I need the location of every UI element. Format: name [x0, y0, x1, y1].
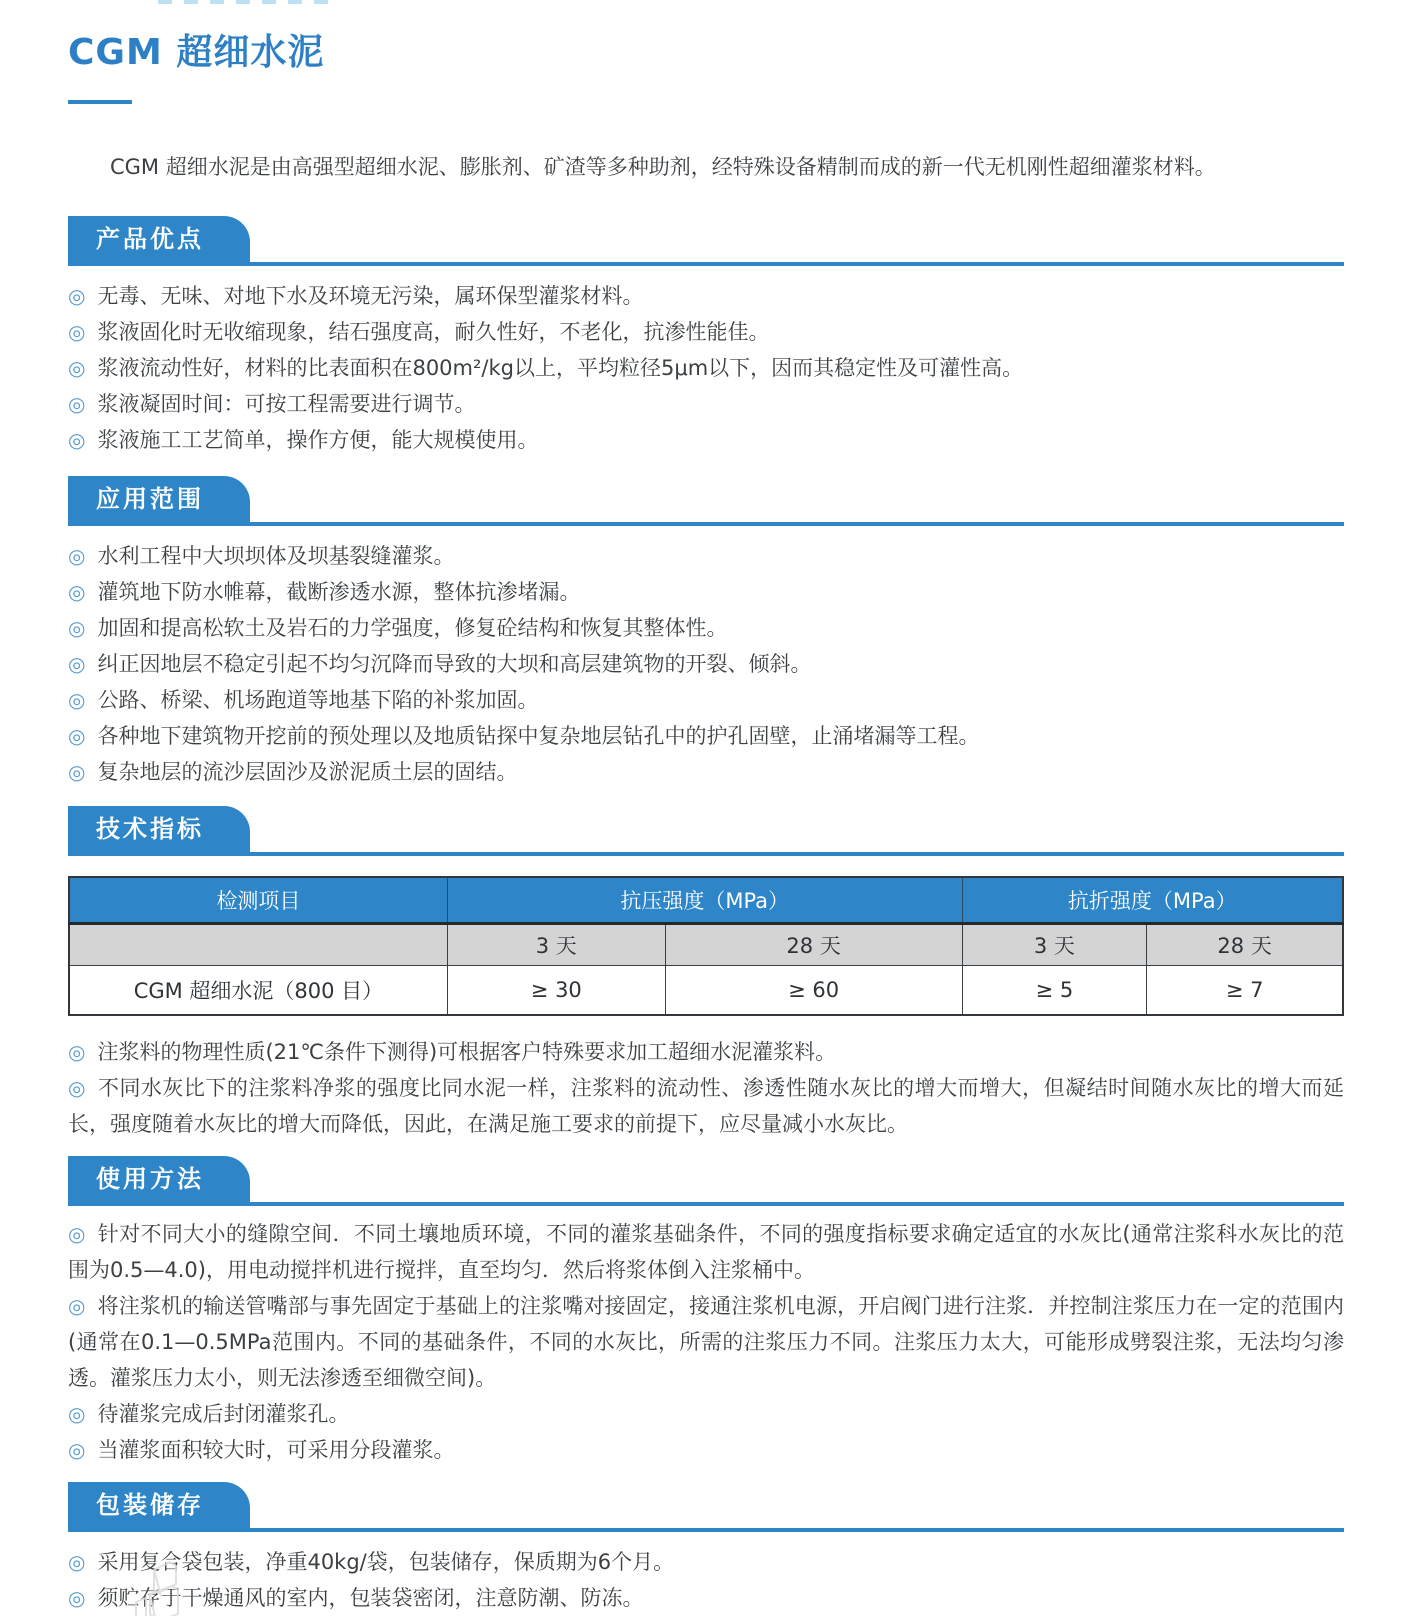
- intro-paragraph: CGM 超细水泥是由高强型超细水泥、膨胀剂、矿渣等多种助剂，经特殊设备精制而成的新一代无机刚性超细灌浆材料。: [110, 155, 1216, 180]
- list-item: [68, 1544, 1344, 1580]
- list-item-text: 针对不同大小的缝隙空间．不同土壤地质环境，不同的灌浆基础条件，不同的强度指标要求确定适宜的水灰比(通常注浆科水灰比的范围为0.5—4.0)，用电动搅拌机进行搅拌，直至均匀．然后将浆体倒入注浆桶中。: [68, 1222, 1344, 1283]
- section-tab-advantages: 产品优点: [68, 216, 250, 262]
- list-item: [68, 682, 1344, 718]
- list-item: [68, 574, 1344, 610]
- list-item-text: 当灌浆面积较大时，可采用分段灌浆。: [97, 1438, 455, 1463]
- table-group-header: 抗压强度（MPa）: [447, 877, 962, 924]
- section-tab-storage: 包装储存: [68, 1482, 250, 1528]
- list-item-text: 灌筑地下防水帷幕，截断渗透水源，整体抗渗堵漏。: [97, 580, 581, 605]
- list-item-text: 浆液流动性好，材料的比表面积在800m²/kg以上，平均粒径5μm以下，因而其稳定性及可灌性高。: [97, 356, 1024, 381]
- list-item-text: 水利工程中大坝坝体及坝基裂缝灌浆。: [97, 544, 455, 569]
- advantages-list: [68, 278, 1344, 458]
- title-underline: [68, 100, 132, 104]
- table-subheader-cell: [69, 924, 447, 966]
- list-item: [68, 1580, 1344, 1616]
- list-item-text: 各种地下建筑物开挖前的预处理以及地质钻探中复杂地层钻孔中的护孔固壁，止涌堵漏等工程。: [97, 724, 980, 749]
- page-title: CGM 超细水泥: [68, 32, 325, 74]
- list-item: [68, 718, 1344, 754]
- storage-list: [68, 1544, 1344, 1616]
- list-item-text: 待灌浆完成后封闭灌浆孔。: [97, 1402, 350, 1427]
- bullet-icon: ◎: [68, 1438, 86, 1463]
- table-row-label: CGM 超细水泥（800 目）: [69, 966, 447, 1016]
- table-header-row: [69, 877, 1343, 924]
- list-item-text: 浆液固化时无收缩现象，结石强度高，耐久性好，不老化，抗渗性能佳。: [97, 320, 770, 345]
- watermark-logo: [126, 1556, 198, 1616]
- bullet-icon: ◎: [68, 1294, 86, 1319]
- bullet-icon: ◎: [68, 1402, 86, 1427]
- bullet-icon: ◎: [68, 544, 86, 569]
- note-text: 注浆料的物理性质(21℃条件下测得)可根据客户特殊要求加工超细水泥灌浆料。: [97, 1040, 837, 1065]
- table-subheader-cell: 3 天: [447, 924, 665, 966]
- note-item: [68, 1070, 1344, 1142]
- note-text: 不同水灰比下的注浆料净浆的强度比同水泥一样，注浆料的流动性、渗透性随水灰比的增大而增大，但凝结时间随水灰比的增大而延长，强度随着水灰比的增大而降低，因此，在满足施工要求的前提下，应尽量减小水灰比。: [68, 1076, 1345, 1137]
- section-header-specs: [68, 806, 1344, 856]
- bullet-icon: ◎: [68, 724, 86, 749]
- bullet-icon: ◎: [68, 652, 86, 677]
- bullet-icon: ◎: [68, 1076, 86, 1101]
- list-item-text: 将注浆机的输送管嘴部与事先固定于基础上的注浆嘴对接固定，接通注浆机电源，开启阀门进行注浆．并控制注浆压力在一定的范围内(通常在0.1—0.5MPa范围内。不同的基础条件，不同的水灰比，所需的注浆压力不同。注浆压力太大，可能形成劈裂注浆，无法均匀渗透。灌浆压力太小，则无法渗透至细微空间)。: [68, 1294, 1345, 1391]
- list-item-text: 须贮存于干燥通风的室内，包装袋密闭，注意防潮、防冻。: [97, 1586, 644, 1611]
- bullet-icon: ◎: [68, 1586, 86, 1611]
- table-corner-header: 检测项目: [69, 877, 447, 924]
- list-item: [68, 422, 1344, 458]
- list-item: [68, 350, 1344, 386]
- table-subheader-cell: 3 天: [962, 924, 1147, 966]
- bullet-icon: ◎: [68, 760, 86, 785]
- list-item-text: 加固和提高松软土及岩石的力学强度，修复砼结构和恢复其整体性。: [97, 616, 728, 641]
- list-item-text: 浆液凝固时间：可按工程需要进行调节。: [97, 392, 476, 417]
- table-value-cell: ≥ 5: [962, 966, 1147, 1016]
- section-tab-applications: 应用范围: [68, 476, 250, 522]
- list-item: [68, 1288, 1344, 1396]
- bullet-icon: ◎: [68, 616, 86, 641]
- list-item-text: 纠正因地层不稳定引起不均匀沉降而导致的大坝和高层建筑物的开裂、倾斜。: [97, 652, 812, 677]
- bullet-icon: ◎: [68, 356, 86, 381]
- bullet-icon: ◎: [68, 1222, 86, 1247]
- applications-list: [68, 538, 1344, 790]
- bullet-icon: ◎: [68, 320, 86, 345]
- section-header-usage: [68, 1156, 1344, 1206]
- table-data-row: [69, 966, 1343, 1016]
- bullet-icon: ◎: [68, 284, 86, 309]
- list-item: [68, 386, 1344, 422]
- page-top-artifact: [158, 0, 333, 4]
- usage-list: [68, 1216, 1344, 1468]
- spec-notes: [68, 1034, 1344, 1142]
- bullet-icon: ◎: [68, 580, 86, 605]
- list-item: [68, 1216, 1344, 1288]
- list-item: [68, 538, 1344, 574]
- list-item-text: 复杂地层的流沙层固沙及淤泥质土层的固结。: [97, 760, 518, 785]
- spec-table: [68, 876, 1344, 1016]
- list-item: [68, 754, 1344, 790]
- list-item: [68, 314, 1344, 350]
- section-header-advantages: [68, 216, 1344, 266]
- list-item: [68, 1432, 1344, 1468]
- section-tab-usage: 使用方法: [68, 1156, 250, 1202]
- list-item-text: 无毒、无味、对地下水及环境无污染，属环保型灌浆材料。: [97, 284, 644, 309]
- list-item: [68, 1396, 1344, 1432]
- table-value-cell: ≥ 30: [447, 966, 665, 1016]
- bullet-icon: ◎: [68, 688, 86, 713]
- list-item: [68, 646, 1344, 682]
- table-value-cell: ≥ 7: [1147, 966, 1343, 1016]
- bullet-icon: ◎: [68, 1550, 86, 1575]
- list-item-text: 浆液施工工艺简单，操作方便，能大规模使用。: [97, 428, 539, 453]
- bullet-icon: ◎: [68, 428, 86, 453]
- bullet-icon: ◎: [68, 392, 86, 417]
- table-group-header: 抗折强度（MPa）: [962, 877, 1343, 924]
- list-item-text: 采用复合袋包装，净重40kg/袋，包装储存，保质期为6个月。: [97, 1550, 675, 1575]
- list-item: [68, 278, 1344, 314]
- section-header-storage: [68, 1482, 1344, 1532]
- table-subheader-cell: 28 天: [665, 924, 962, 966]
- note-item: [68, 1034, 1344, 1070]
- list-item: [68, 610, 1344, 646]
- table-value-cell: ≥ 60: [665, 966, 962, 1016]
- table-subheader-cell: 28 天: [1147, 924, 1343, 966]
- table-subheader-row: [69, 924, 1343, 966]
- section-tab-specs: 技术指标: [68, 806, 250, 852]
- list-item-text: 公路、桥梁、机场跑道等地基下陷的补浆加固。: [97, 688, 539, 713]
- section-header-applications: [68, 476, 1344, 526]
- bullet-icon: ◎: [68, 1040, 86, 1065]
